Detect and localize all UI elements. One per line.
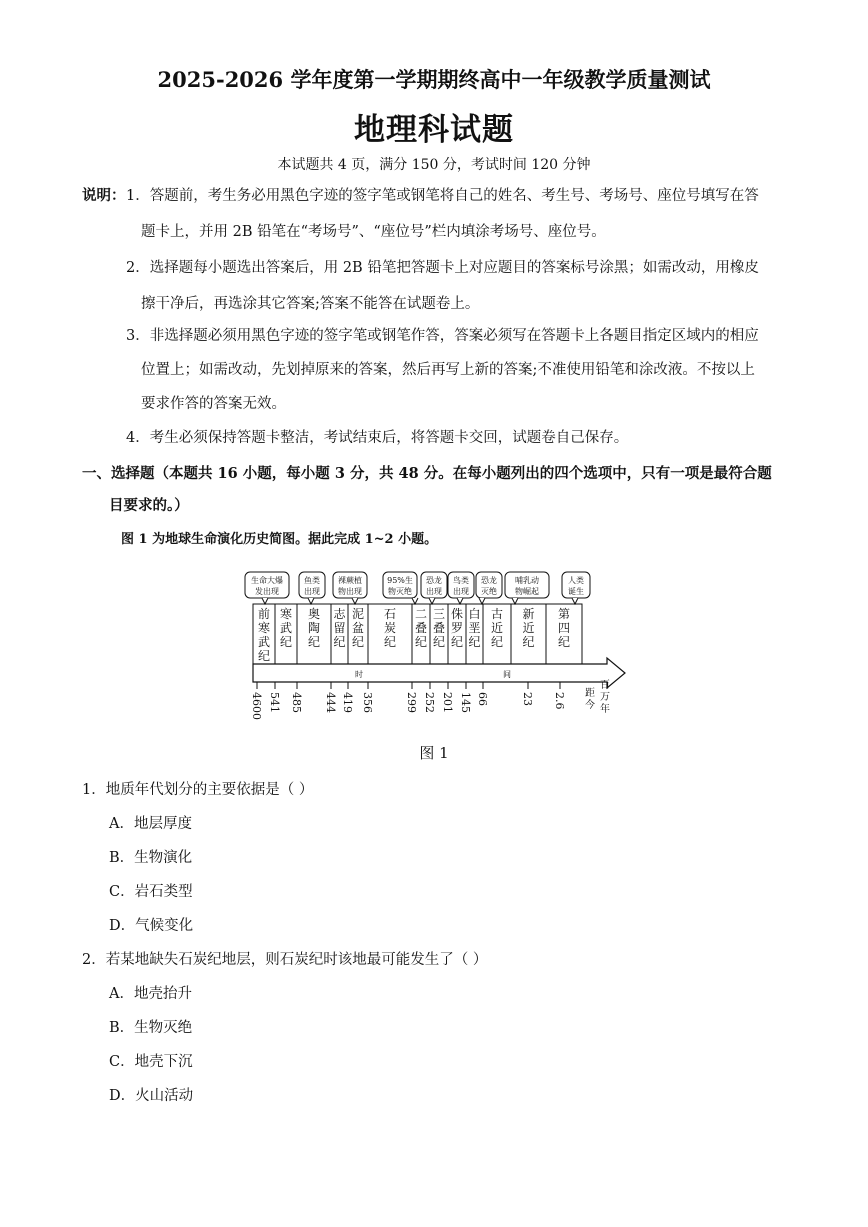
callout-pointer [572, 598, 578, 604]
event-label: 鸟类 [453, 576, 469, 585]
period-label: 新 [522, 607, 535, 621]
question-stem: 2．若某地缺失石炭纪地层，则石炭纪时该地最可能发生了（ ） [82, 952, 488, 968]
period-label: 近 [490, 621, 504, 635]
period-label: 纪 [490, 635, 504, 649]
period-label: 武 [257, 635, 271, 649]
unit-label: 距 [585, 688, 595, 699]
instruction-line: 1．答题前，考生务必用黑色字迹的签字笔或钢笔将自己的姓名、考生号、考场号、座位号填写在答 [126, 188, 759, 204]
figure-intro: 图 1 为地球生命演化历史简图。据此完成 1~2 小题。 [121, 532, 438, 547]
callout-pointer [429, 598, 435, 604]
period-label: 纪 [468, 635, 481, 649]
period-label: 第 [557, 607, 571, 621]
unit-label: 年 [600, 704, 610, 715]
option-b: B．生物灭绝 [109, 1020, 193, 1036]
instruction-line: 擦干净后，再选涂其它答案;答案不能答在试题卷上。 [141, 296, 480, 312]
period-label: 古 [490, 607, 504, 621]
exam-info: 本试题共 4 页，满分 150 分，考试时间 120 分钟 [277, 157, 591, 173]
event-label: 物崛起 [515, 587, 539, 596]
unit-label: 百 [600, 680, 610, 691]
event-label: 生命大爆 [251, 576, 283, 585]
event-label: 95%生 [387, 576, 413, 585]
question-stem: 1．地质年代划分的主要依据是（ ） [82, 782, 314, 798]
figure-caption: 图 1 [419, 744, 449, 762]
period-label: 奥 [307, 607, 321, 621]
period-label: 叠 [432, 621, 446, 635]
period-label: 纪 [450, 635, 464, 649]
period-label: 纪 [333, 635, 346, 649]
event-label: 出现 [426, 587, 442, 596]
callout-pointer [352, 598, 358, 604]
event-label: 恐龙 [481, 576, 497, 585]
option-c: C．岩石类型 [109, 884, 193, 900]
period-label: 近 [522, 621, 535, 635]
period-label: 武 [279, 621, 293, 635]
period-label: 纪 [307, 635, 321, 649]
event-label: 鱼类 [304, 576, 320, 585]
period-label: 志 [333, 607, 346, 621]
instruction-line: 题卡上，并用 2B 铅笔在“考场号”、“座位号”栏内填涂考场号、座位号。 [141, 224, 606, 240]
callout-pointer [412, 598, 418, 604]
section-heading: 一、选择题（本题共 16 小题，每小题 3 分，共 48 分。在每小题列出的四个选项中，只有一项是最符合题 [82, 465, 772, 482]
callout-pointer [262, 598, 268, 604]
tick-label: 4600 [250, 692, 263, 720]
period-label: 泥 [351, 607, 365, 621]
option-a: A．地层厚度 [109, 816, 192, 832]
tick-label: 66 [476, 692, 489, 706]
period-label: 前 [257, 607, 271, 621]
callout-pointer [479, 598, 485, 604]
tick-label: 444 [324, 692, 337, 713]
option-a: A．地壳抬升 [109, 986, 192, 1002]
period-label: 侏 [450, 607, 464, 621]
tick-label: 2.6 [553, 692, 566, 710]
subject-title: 地理科试题 [354, 112, 514, 148]
period-label: 三 [432, 607, 446, 621]
period-label: 二 [414, 607, 428, 621]
period-label: 纪 [257, 649, 271, 663]
callout-pointer [308, 598, 314, 604]
tick-label: 541 [268, 692, 281, 713]
instructions-label: 说明： [82, 187, 126, 204]
period-label: 白 [468, 607, 481, 621]
section-heading: 目要求的。） [109, 497, 189, 514]
option-b: B．生物演化 [109, 850, 193, 866]
event-label: 哺乳动 [515, 576, 539, 585]
period-label: 石 [383, 607, 397, 621]
callout-pointer [512, 598, 518, 604]
period-label: 四 [557, 621, 571, 635]
event-label: 灭绝 [481, 587, 497, 596]
period-label: 盆 [351, 621, 365, 635]
event-label: 诞生 [568, 587, 584, 596]
period-label: 纪 [279, 635, 293, 649]
tick-label: 145 [459, 692, 472, 713]
tick-label: 356 [361, 692, 374, 713]
event-label: 物灭绝 [388, 587, 412, 596]
period-label: 纪 [522, 635, 535, 649]
period-label: 纪 [351, 635, 365, 649]
tick-label: 299 [405, 692, 418, 713]
period-label: 纪 [414, 635, 428, 649]
instruction-line: 3．非选择题必须用黑色字迹的签字笔或钢笔作答，答案必须写在答题卡上各题目指定区域内的相应 [126, 328, 759, 344]
option-c: C．地壳下沉 [109, 1054, 193, 1070]
callout-pointer [457, 598, 463, 604]
tick-label: 252 [423, 692, 436, 713]
unit-label: 万 [600, 692, 610, 703]
tick-label: 419 [341, 692, 354, 713]
instruction-line: 4．考生必须保持答题卡整洁，考试结束后，将答题卡交回，试题卷自己保存。 [126, 430, 629, 446]
period-label: 纪 [383, 635, 397, 649]
tick-label: 23 [521, 692, 534, 706]
instruction-line: 2．选择题每小题选出答案后，用 2B 铅笔把答题卡上对应题目的答案标号涂黑；如需改动，用橡皮 [126, 260, 759, 276]
period-label: 留 [333, 621, 346, 635]
life-evolution-timeline [235, 568, 635, 738]
tick-label: 485 [290, 692, 303, 713]
period-label: 纪 [432, 635, 446, 649]
event-label: 出现 [304, 587, 320, 596]
tick-label: 201 [441, 692, 454, 713]
axis-label: 间 [503, 670, 511, 679]
period-label: 陶 [307, 621, 321, 635]
period-label: 寒 [279, 607, 293, 621]
period-label: 纪 [557, 635, 571, 649]
instruction-line: 位置上；如需改动，先划掉原来的答案，然后再写上新的答案;不准使用铅笔和涂改液。不按以上 [141, 362, 755, 378]
axis-label: 时 [355, 670, 363, 679]
period-label: 叠 [414, 621, 428, 635]
unit-label: 今 [585, 700, 595, 711]
event-label: 人类 [568, 576, 584, 585]
period-label: 炭 [383, 621, 397, 635]
option-d: D．火山活动 [109, 1088, 194, 1104]
period-label: 罗 [450, 621, 464, 635]
exam-title: 2025-2026 学年度第一学期期终高中一年级教学质量测试 [157, 67, 711, 92]
event-label: 恐龙 [426, 576, 442, 585]
event-label: 裸蕨植 [338, 576, 362, 585]
event-label: 出现 [453, 587, 469, 596]
option-d: D．气候变化 [109, 918, 194, 934]
event-label: 发出现 [255, 587, 279, 596]
event-label: 物出现 [338, 587, 362, 596]
period-label: 寒 [257, 621, 271, 635]
period-label: 垩 [468, 621, 481, 635]
instruction-line: 要求作答的答案无效。 [141, 396, 286, 412]
